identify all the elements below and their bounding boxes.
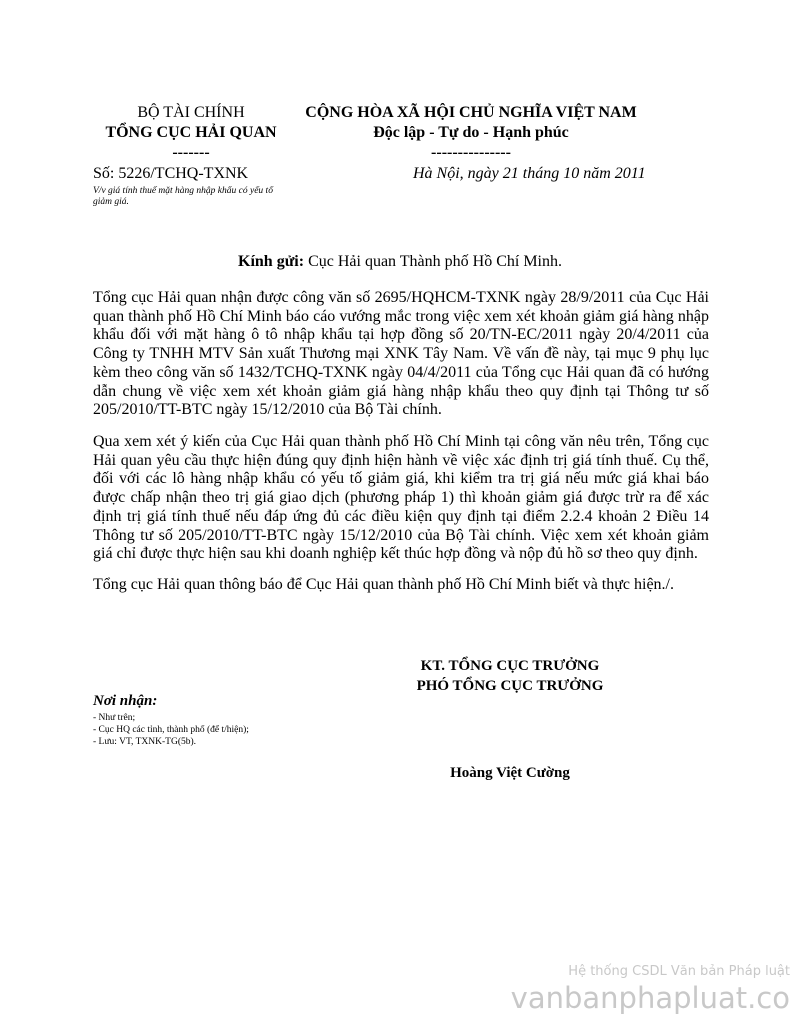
recipient-line: [0, 253, 800, 271]
right-divider: ---------------: [431, 144, 511, 161]
ministry-name: BỘ TÀI CHÍNH: [137, 104, 245, 121]
body-paragraph: Qua xem xét ý kiến của Cục Hải quan thành phố Hồ Chí Minh tại công văn nêu trên, Tổng cục Hải quan yêu cầu thực hiện đúng quy định hiện hành về việc xác định trị giá tính thuế. Cụ thể, đối với các lô hàng nhập khẩu có yếu tố giảm giá, khi kiểm tra trị giá nếu mức giá khai báo được chấp nhận theo trị giá giao dịch (phương pháp 1) thì khoản giảm giá được trừ ra để xác định trị giá tính thuế nếu đáp ứng đủ các điều kiện quy định tại điểm 2.2.4 khoản 2 Điều 14 Thông tư số 205/2010/TT-BTC ngày 15/12/2010 của Bộ Tài chính. Việc xem xét khoản giảm giá chỉ được thực hiện sau khi doanh nghiệp kết thúc hợp đồng và nộp đủ hồ sơ theo quy định.: [93, 433, 709, 563]
recipients-list: [93, 712, 249, 748]
watermark: [511, 964, 790, 1016]
recipient-label: Kính gửi:: [238, 253, 305, 270]
recipient-item: - Lưu: VT, TXNK-TG(5b).: [93, 737, 197, 747]
recipient-item: - Như trên;: [93, 713, 136, 723]
signature-title: [380, 656, 640, 696]
recipient-name: Cục Hải quan Thành phố Hồ Chí Minh.: [304, 253, 562, 270]
country-name: CỘNG HÒA XÃ HỘI CHỦ NGHĨA VIỆT NAM: [305, 104, 637, 121]
watermark-site: vanbanphapluat.co: [510, 981, 790, 1015]
signer-name: Hoàng Việt Cường: [450, 765, 570, 781]
recipients-title: Nơi nhận:: [93, 693, 158, 709]
signature-title-line1: KT. TỔNG CỤC TRƯỞNG: [420, 658, 600, 674]
document-subject: V/v giá tính thuế mặt hàng nhập khẩu có yếu tố giảm giá.: [93, 186, 273, 207]
body-paragraph: Tổng cục Hải quan thông báo để Cục Hải quan thành phố Hồ Chí Minh biết và thực hiện./.: [93, 576, 674, 593]
national-header: [290, 103, 652, 163]
recipient-item: - Cục HQ các tỉnh, thành phố (để t/hiện);: [93, 725, 249, 735]
place-and-date: Hà Nội, ngày 21 tháng 10 năm 2011: [413, 165, 646, 182]
watermark-line1: Hệ thống CSDL Văn bản Pháp luật: [568, 964, 790, 979]
national-motto: Độc lập - Tự do - Hạnh phúc: [373, 124, 569, 141]
body-paragraph: Tổng cục Hải quan nhận được công văn số 2695/HQHCM-TXNK ngày 28/9/2011 của Cục Hải quan thành phố Hồ Chí Minh báo cáo vướng mắc trong việc xem xét khoản giảm giá hàng nhập khẩu đối với mặt hàng ô tô nhập khẩu tại hợp đồng số 20/TN-EC/2011 ngày 20/4/2011 của Công ty TNHH MTV Sản xuất Thương mại XNK Tây Nam. Về vấn đề này, tại mục 9 phụ lục kèm theo công văn số 1432/TCHQ-TXNK ngày 04/4/2011 của Tổng cục Hải quan đã có hướng dẫn chung về việc xem xét khoản giảm giá hàng nhập khẩu theo quy định tại Thông tư số 205/2010/TT-BTC ngày 15/12/2010 của Bộ Tài chính.: [93, 289, 709, 419]
issuing-agency-header: [60, 103, 322, 163]
department-name: TỔNG CỤC HẢI QUAN: [105, 124, 277, 141]
signature-title-line2: PHÓ TỔNG CỤC TRƯỞNG: [416, 678, 604, 694]
left-divider: -------: [172, 144, 210, 161]
document-number: Số: 5226/TCHQ-TXNK: [93, 165, 249, 182]
